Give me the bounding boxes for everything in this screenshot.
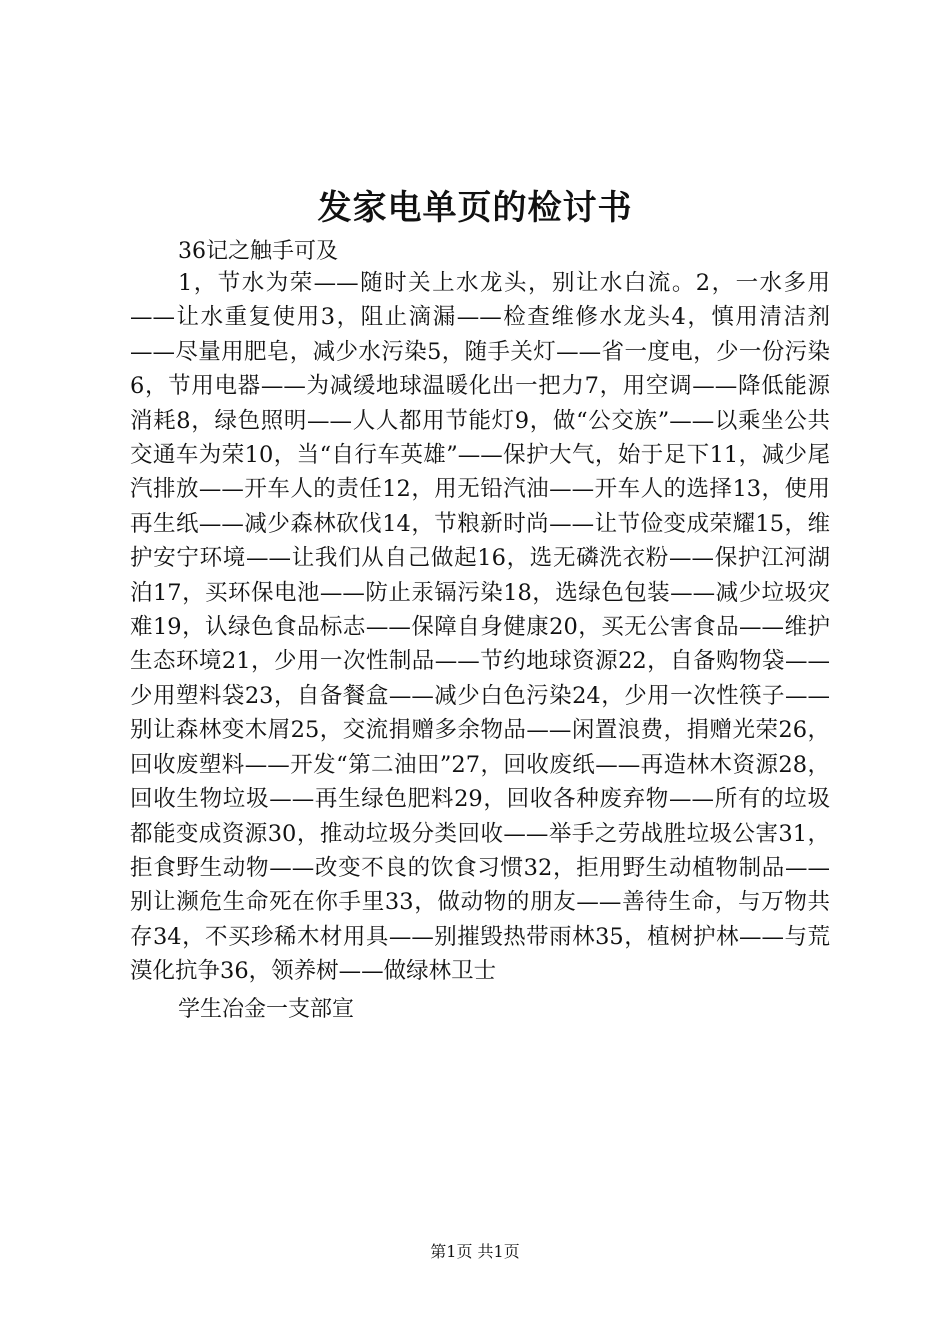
document-body: 1，节水为荣——随时关上水龙头，别让水白流。2，一水多用——让水重复使用3，阻止滴漏——检查维修水龙头4，慎用清洁剂——尽量用肥皂，减少水污染5，随手关灯——省一度电，少一份污染6，节用电器——为减缓地球温暖化出一把力7，用空调——降低能源消耗8，绿色照明——人人都用节能灯9，做“公交族”——以乘坐公共交通车为荣10，当“自行车英雄”——保护大气，始于足下11，减少尾汽排放——开车人的责任12，用无铅汽油——开车人的选择13，使用再生纸——减少森林砍伐14，节粮新时尚——让节俭变成荣耀15，维护安宁环境——让我们从自己做起16，选无磷洗衣粉——保护江河湖泊17，买环保电池——防止汞镉污染18，选绿色包装——减少垃圾灾难19，认绿色食品标志——保障自身健康20，买无公害食品——维护生态环境21，少用一次性制品——节约地球资源22，自备购物袋——少用塑料袋23，自备餐盒——减少白色污染24，少用一次性筷子——别让森林变木屑25，交流捐赠多余物品——闲置浪费，捐赠光荣26，回收废塑料——开发“第二油田”27，回收废纸——再造林木资源28，回收生物垃圾——再生绿色肥料29，回收各种废弃物——所有的垃圾都能变成资源30，推动垃圾分类回收——举手之劳战胜垃圾公害31，拒食野生动物——改变不良的饮食习惯32，拒用野生动植物制品——别让濒危生命死在你手里33，做动物的朋友——善待生命，与万物共存34，不买珍稀木材用具——别摧毁热带雨林35，植树护林——与荒漠化抗争36，领养树——做绿林卫士	[130, 270, 830, 985]
page-number-footer: 第1页 共1页	[430, 1242, 520, 1261]
document-title: 发家电单页的检讨书	[317, 188, 633, 228]
document-signature: 学生冶金一支部宣	[178, 997, 355, 1022]
document-subtitle: 36记之触手可及	[178, 239, 338, 264]
